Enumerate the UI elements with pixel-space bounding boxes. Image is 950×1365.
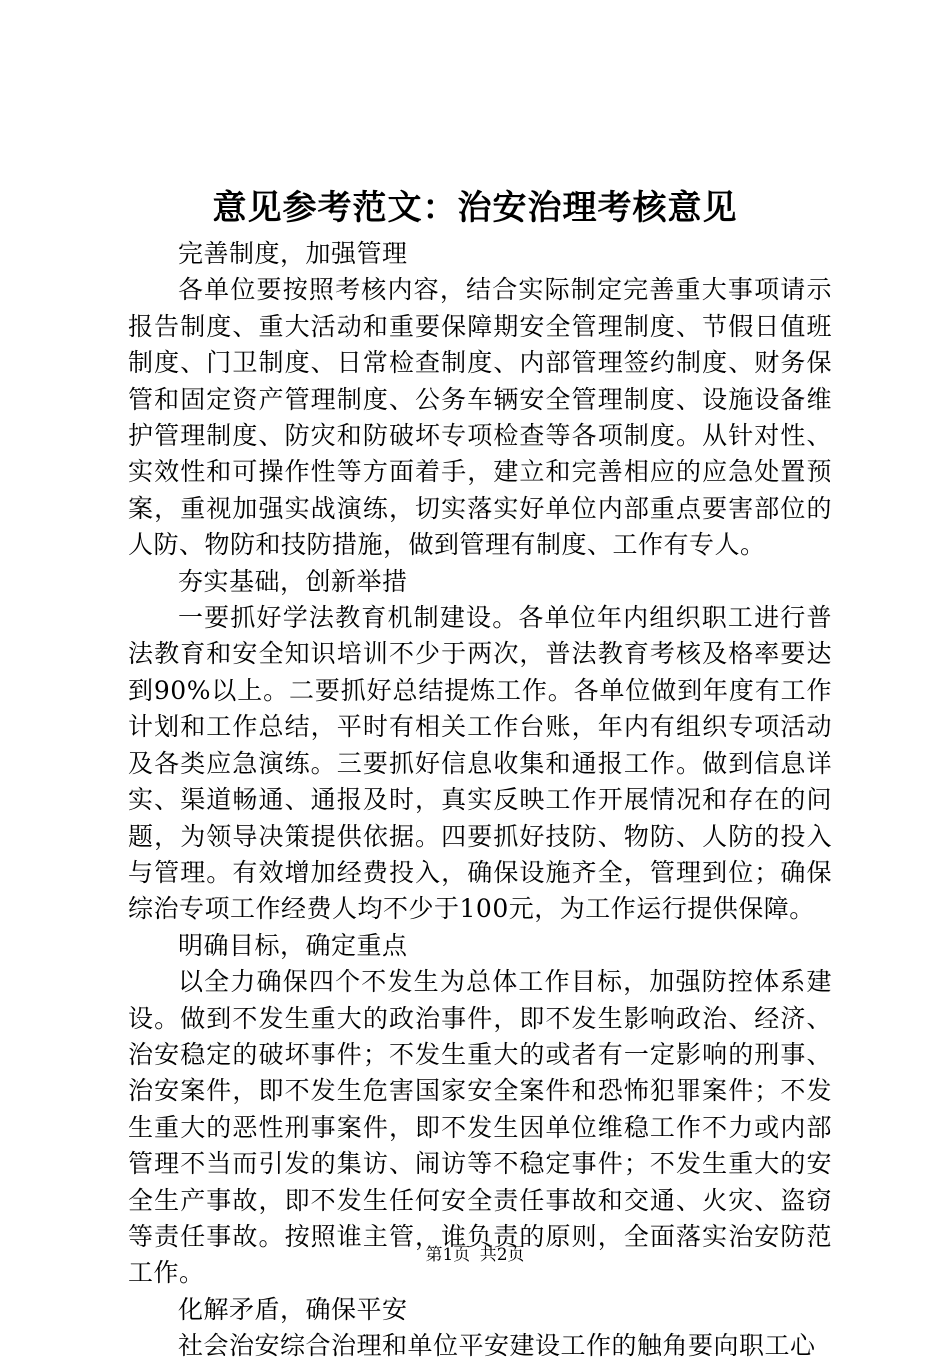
document-title: 意见参考范文：治安治理考核意见 — [212, 188, 738, 228]
document-body — [128, 236, 832, 1365]
page-total: 共2页 — [479, 1245, 525, 1265]
body-paragraph: 各单位要按照考核内容，结合实际制定完善重大事项请示报告制度、重大活动和重要保障期安全管理制度、节假日值班制度、门卫制度、日常检查制度、内部管理签约制度、财务保管和固定资产管理制度、公务车辆安全管理制度、设施设备维护管理制度、防灾和防破坏专项检查等各项制度。从针对性、实效性和可操作性等方面着手，建立和完善相应的应急处置预案，重视加强实战演练，切实落实好单位内部重点要害部位的人防、物防和技防措施，做到管理有制度、工作有专人。 — [128, 275, 832, 560]
body-paragraph: 社会治安综合治理和单位平安建设工作的触角要向职工心 — [178, 1331, 816, 1361]
page-number: 第1页 — [425, 1245, 471, 1265]
section-heading: 化解矛盾，确保平安 — [178, 1294, 408, 1324]
section-heading: 夯实基础，创新举措 — [178, 566, 408, 596]
section-heading: 完善制度，加强管理 — [178, 239, 408, 268]
body-paragraph: 一要抓好学法教育机制建设。各单位年内组织职工进行普法教育和安全知识培训不少于两次，普法教育考核及格率要达到90%以上。二要抓好总结提炼工作。各单位做到年度有工作计划和工作总结，平时有相关工作台账，年内有组织专项活动及各类应急演练。三要抓好信息收集和通报工作。做到信息详实、渠道畅通、通报及时，真实反映工作开展情况和存在的问题，为领导决策提供依据。四要抓好技防、物防、人防的投入与管理。有效增加经费投入，确保设施齐全，管理到位；确保综治专项工作经费人均不少于100元，为工作运行提供保障。 — [128, 603, 832, 924]
page-footer — [0, 1243, 950, 1267]
body-paragraph: 以全力确保四个不发生为总体工作目标，加强防控体系建设。做到不发生重大的政治事件，即不发生影响政治、经济、治安稳定的破坏事件；不发生重大的或者有一定影响的刑事、治安案件，即不发生危害国家安全案件和恐怖犯罪案件；不发生重大的恶性刑事案件，即不发生因单位维稳工作不力或内部管理不当而引发的集访、闹访等不稳定事件；不发生重大的安全生产事故，即不发生任何安全责任事故和交通、火灾、盗窃等责任事故。按照谁主管，谁负责的原则，全面落实治安防范工作。 — [128, 967, 832, 1288]
section-heading: 明确目标，确定重点 — [178, 930, 408, 960]
